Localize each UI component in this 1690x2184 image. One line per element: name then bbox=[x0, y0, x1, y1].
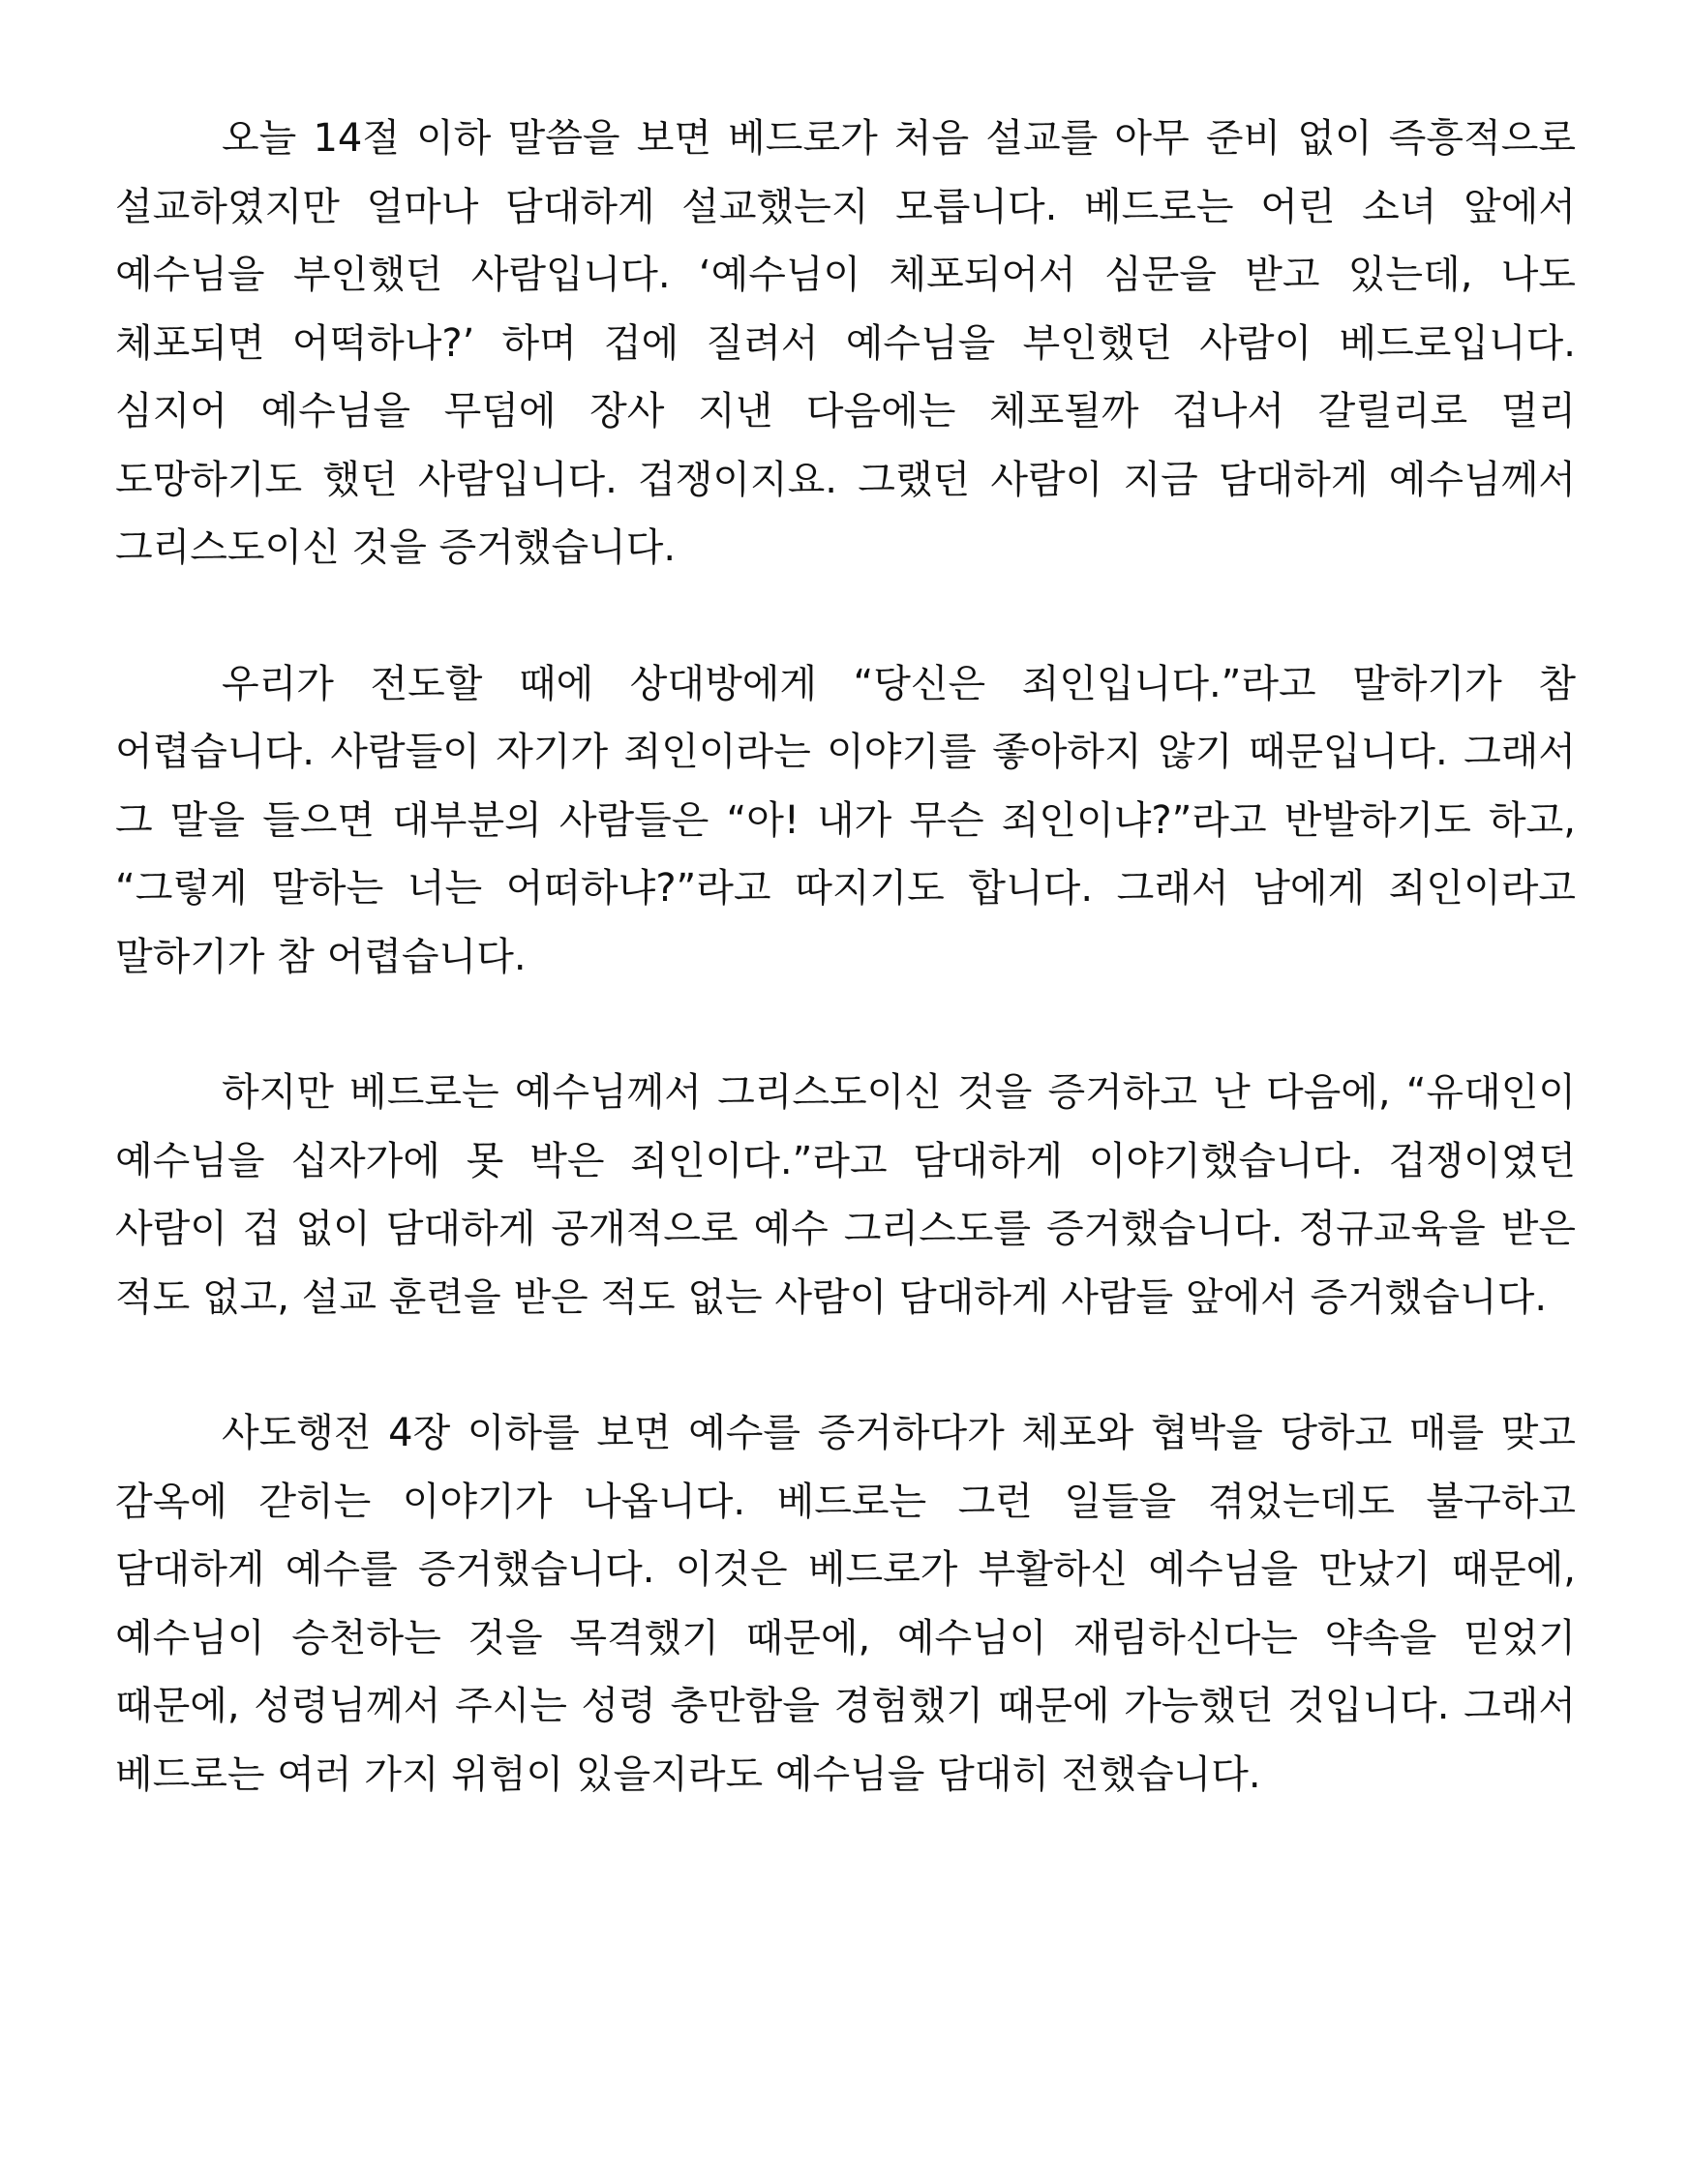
paragraph-2: 우리가 전도할 때에 상대방에게 “당신은 죄인입니다.”라고 말하기가 참 어렵습니다. 사람들이 자기가 죄인이라는 이야기를 좋아하지 않기 때문입니다. 그래서 그 말을 들으면 대부분의 사람들은 “아! 내가 무슨 죄인이냐?”라고 반발하기도 하고, “그렇게 말하는 너는 어떠하냐?”라고 따지기도 합니다. 그래서 남에게 죄인이라고 말하기가 참 어렵습니다. bbox=[115, 661, 1576, 979]
document-page bbox=[115, 105, 1576, 1809]
paragraph-4: 사도행전 4장 이하를 보면 예수를 증거하다가 체포와 협박을 당하고 매를 맞고 감옥에 갇히는 이야기가 나옵니다. 베드로는 그런 일들을 겪었는데도 불구하고 담대하게 예수를 증거했습니다. 이것은 베드로가 부활하신 예수님을 만났기 때문에, 예수님이 승천하는 것을 목격했기 때문에, 예수님이 재림하신다는 약속을 믿었기 때문에, 성령님께서 주시는 성령 충만함을 경험했기 때문에 가능했던 것입니다. 그래서 베드로는 여러 가지 위험이 있을지라도 예수님을 담대히 전했습니다. bbox=[115, 1411, 1576, 1797]
paragraph-3: 하지만 베드로는 예수님께서 그리스도이신 것을 증거하고 난 다음에, “유대인이 예수님을 십자가에 못 박은 죄인이다.”라고 담대하게 이야기했습니다. 겁쟁이였던 사람이 겁 없이 담대하게 공개적으로 예수 그리스도를 증거했습니다. 정규교육을 받은 적도 없고, 설교 훈련을 받은 적도 없는 사람이 담대하게 사람들 앞에서 증거했습니다. bbox=[115, 1070, 1576, 1320]
paragraph-1: 오늘 14절 이하 말씀을 보면 베드로가 처음 설교를 아무 준비 없이 즉흥적으로 설교하였지만 얼마나 담대하게 설교했는지 모릅니다. 베드로는 어린 소녀 앞에서 예수님을 부인했던 사람입니다. ‘예수님이 체포되어서 심문을 받고 있는데, 나도 체포되면 어떡하나?’ 하며 겁에 질려서 예수님을 부인했던 사람이 베드로입니다. 심지어 예수님을 무덤에 장사 지낸 다음에는 체포될까 겁나서 갈릴리로 멀리 도망하기도 했던 사람입니다. 겁쟁이지요. 그랬던 사람이 지금 담대하게 예수님께서 그리스도이신 것을 증거했습니다. bbox=[115, 116, 1576, 570]
